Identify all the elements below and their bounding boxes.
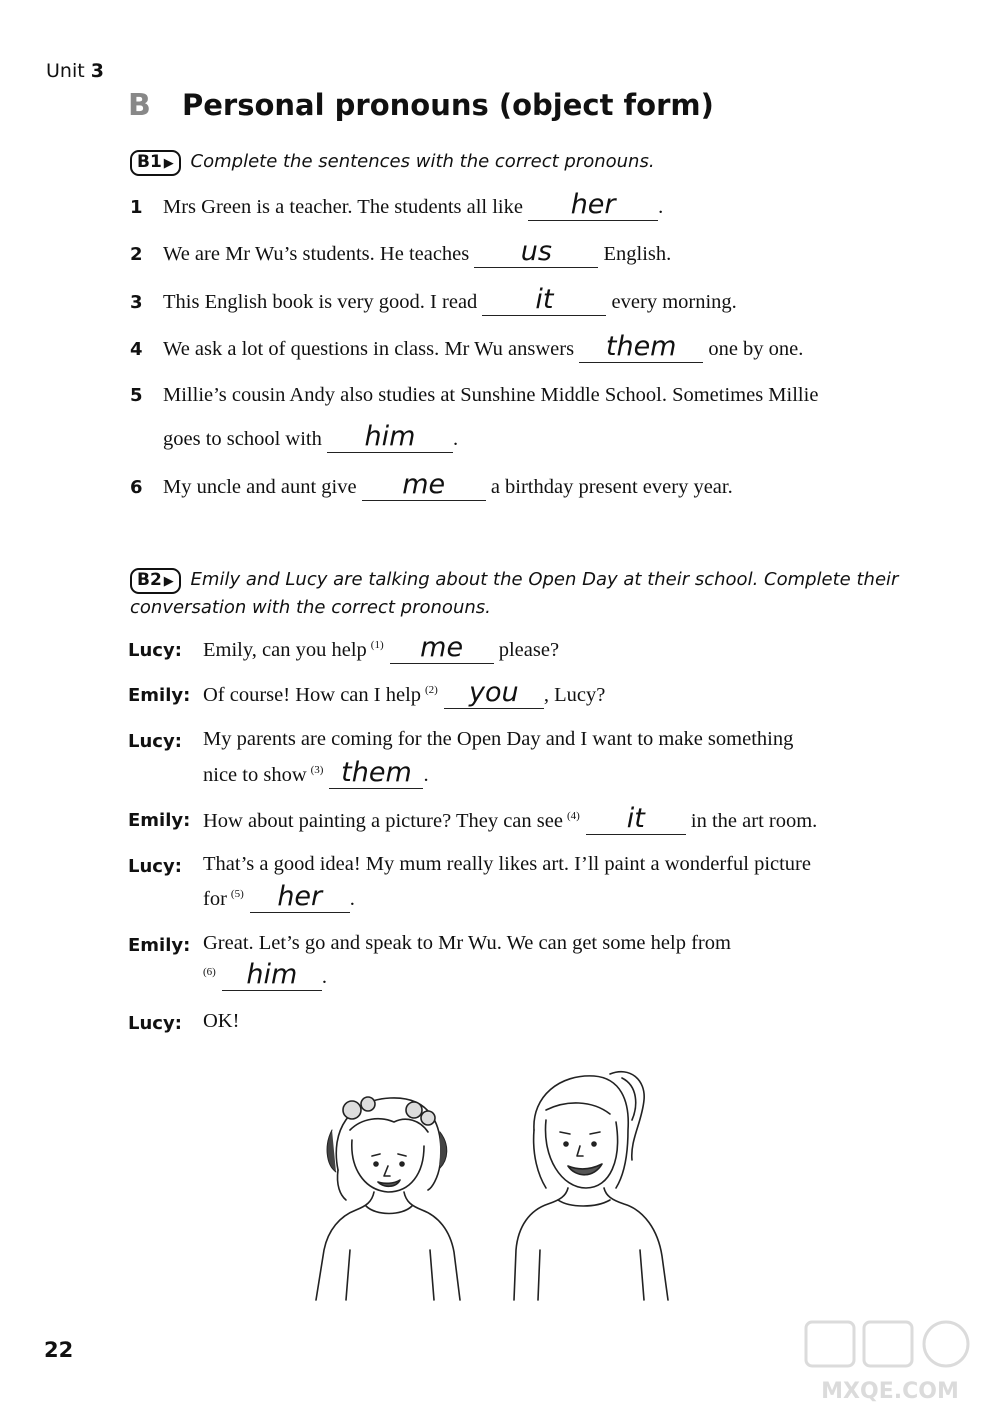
dialogue-line-2: Of course! How can I help $^{(2)}$ you , Lucy? xyxy=(203,677,606,708)
exercise-badge-b2: B2 ▶ xyxy=(130,568,181,594)
b1-item-5-continued: goes to school with him . xyxy=(163,421,459,452)
dialogue-line-1: Emily, can you help $^{(1)}$ me please? xyxy=(203,632,560,663)
b1-item-3: 3 This English book is very good. I read it every morning. xyxy=(130,284,737,315)
speaker-label: Lucy: xyxy=(128,640,182,661)
page-number: 22 xyxy=(44,1338,74,1362)
b1-item-1: 1 Mrs Green is a teacher. The students all like her . xyxy=(130,189,664,220)
speaker-label: Lucy: xyxy=(128,856,182,877)
unit-label: Unit 3 xyxy=(46,60,104,82)
answer-blank[interactable]: her xyxy=(250,886,350,913)
play-triangle-icon: ▶ xyxy=(163,156,174,171)
speaker-label: Emily: xyxy=(128,935,191,956)
b1-item-4: 4 We ask a lot of questions in class. Mr Wu answers them one by one. xyxy=(130,331,804,362)
dialogue-line-6: Great. Let’s go and speak to Mr Wu. We can get some help from xyxy=(203,932,731,954)
dialogue-line-5: That’s a good idea! My mum really likes art. I’ll paint a wonderful picture xyxy=(203,853,811,875)
speaker-label: Lucy: xyxy=(128,731,182,752)
answer-blank[interactable]: him xyxy=(222,964,322,991)
b1-item-6: 6 My uncle and aunt give me a birthday present every year. xyxy=(130,469,733,500)
b1-item-5: 5 Millie’s cousin Andy also studies at Sunshine Middle School. Sometimes Millie xyxy=(130,384,819,406)
exercise-badge-b1: B1 ▶ xyxy=(130,150,181,176)
speaker-label: Emily: xyxy=(128,810,191,831)
dialogue-line-4: How about painting a picture? They can see $^{(4)}$ it in the art room. xyxy=(203,803,818,834)
answer-blank[interactable]: us xyxy=(474,241,598,268)
two-girls-illustration xyxy=(310,1060,690,1310)
answer-blank[interactable]: her xyxy=(528,194,658,221)
b2-instruction: B2 ▶ Emily and Lucy are talking about the Open Day at their school. Complete their conversation with the correct pronouns. xyxy=(130,569,899,618)
b1-item-2: 2 We are Mr Wu’s students. He teaches us English. xyxy=(130,236,672,267)
watermark-logo xyxy=(800,1318,980,1408)
watermark-text: MXQE.COM xyxy=(821,1379,959,1404)
answer-blank[interactable]: me xyxy=(362,474,486,501)
speaker-label: Lucy: xyxy=(128,1013,182,1034)
answer-blank[interactable]: him xyxy=(327,426,453,453)
dialogue-line-3-continued: nice to show $^{(3)}$ them . xyxy=(203,757,429,788)
dialogue-line-7: OK! xyxy=(203,1010,240,1032)
dialogue-line-5-continued: for $^{(5)}$ her . xyxy=(203,881,355,912)
answer-blank[interactable]: it xyxy=(482,289,606,316)
answer-blank[interactable]: me xyxy=(390,637,494,664)
answer-blank[interactable]: you xyxy=(444,682,544,709)
girl-left-figure xyxy=(316,1097,460,1300)
dialogue-line-6-continued: $^{(6)}$ him . xyxy=(203,959,327,990)
speaker-label: Emily: xyxy=(128,685,191,706)
b1-instruction: B1 ▶ Complete the sentences with the correct pronouns. xyxy=(130,150,655,176)
section-letter: B xyxy=(128,88,151,123)
dialogue-line-3: My parents are coming for the Open Day and I want to make something xyxy=(203,728,794,750)
unit-number: 3 xyxy=(90,60,104,82)
answer-blank[interactable]: it xyxy=(586,808,686,835)
page-title: Personal pronouns (object form) xyxy=(182,88,714,122)
answer-blank[interactable]: them xyxy=(579,336,703,363)
answer-blank[interactable]: them xyxy=(329,762,423,789)
play-triangle-icon: ▶ xyxy=(163,574,174,589)
girl-right-figure xyxy=(514,1072,668,1300)
